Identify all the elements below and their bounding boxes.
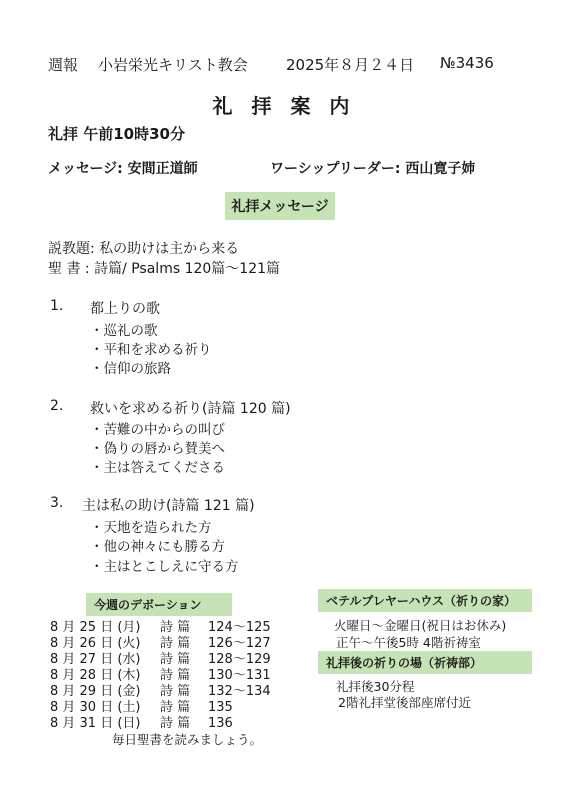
- devotion-date: 8 月 29 日 (金): [50, 684, 141, 699]
- devotion-book: 詩 篇: [160, 684, 191, 699]
- devotion-chapters: 124〜125: [208, 620, 271, 635]
- prayer-house-badge: ベテルプレヤーハウス（祈りの家）: [318, 589, 532, 612]
- outline-number: 2.: [50, 398, 64, 414]
- page-title: 礼 拝 案 内: [212, 94, 356, 118]
- devotion-date: 8 月 27 日 (水): [50, 652, 141, 667]
- devotion-chapters: 136: [208, 716, 233, 731]
- devotion-book: 詩 篇: [160, 716, 191, 731]
- devotion-book: 詩 篇: [160, 620, 191, 635]
- service-time: 礼拝 午前10時30分: [48, 125, 185, 143]
- sermon-theme: 説教題: 私の助けは主から来る: [48, 241, 240, 257]
- prayer-house-hours: 正午〜午後5時 4階祈祷室: [336, 635, 481, 650]
- outline-point: ・偽りの唇から賛美へ: [90, 441, 225, 457]
- devotion-book: 詩 篇: [160, 636, 191, 651]
- devotion-date: 8 月 30 日 (土): [50, 700, 141, 715]
- outline-number: 1.: [50, 298, 64, 314]
- message-by: メッセージ: 安間正道師: [48, 161, 198, 177]
- outline-point: ・平和を求める祈り: [90, 342, 212, 358]
- outline-point: ・天地を造られた方: [90, 520, 212, 536]
- devotion-date: 8 月 28 日 (木): [50, 668, 141, 683]
- devotion-chapters: 126〜127: [208, 636, 271, 651]
- devotion-date: 8 月 31 日 (日): [50, 716, 141, 731]
- devotion-date: 8 月 25 日 (月): [50, 620, 141, 635]
- outline-title: 救いを求める祈り(詩篇 120 篇): [90, 401, 291, 417]
- devotion-chapters: 128〜129: [208, 652, 271, 667]
- devotion-chapters: 132〜134: [208, 684, 271, 699]
- devotion-chapters: 130〜131: [208, 668, 271, 683]
- outline-point: ・苦難の中からの叫び: [90, 422, 225, 438]
- prayer-after-badge: 礼拝後の祈りの場（祈祷部）: [318, 651, 532, 674]
- devotion-row: [50, 712, 233, 731]
- outline-point: ・主はとこしえに守る方: [90, 559, 239, 575]
- worship-leader: ワーシップリーダー: 西山寛子姉: [270, 161, 476, 177]
- outline-number: 3.: [50, 495, 64, 511]
- devotion-book: 詩 篇: [160, 652, 191, 667]
- devotion-note: 毎日聖書を読みましょう。: [112, 732, 263, 747]
- church-name: 小岩栄光キリスト教会: [98, 56, 248, 74]
- outline-point: ・他の神々にも勝る方: [90, 539, 225, 555]
- prayer-after-place: 2階礼拝堂後部座席付近: [338, 695, 471, 710]
- bulletin-label: 週報: [48, 56, 79, 74]
- prayer-after-time: 礼拝後30分程: [336, 679, 415, 694]
- prayer-house-days: 火曜日〜金曜日(祝日はお休み): [334, 618, 507, 633]
- outline-point: ・巡礼の歌: [90, 323, 158, 339]
- outline-title: 主は私の助け(詩篇 121 篇): [82, 498, 255, 514]
- devotion-chapters: 135: [208, 700, 233, 715]
- scripture-reference: 聖 書 : 詩篇/ Psalms 120篇〜121篇: [48, 261, 281, 277]
- issue-number: №3436: [440, 54, 494, 72]
- bulletin-date: 2025年８月２４日: [286, 56, 415, 74]
- devotion-book: 詩 篇: [160, 668, 191, 683]
- devotion-badge: 今週のデボーション: [86, 593, 232, 616]
- sermon-badge: 礼拝メッセージ: [225, 192, 335, 220]
- outline-point: ・主は答えてくださる: [90, 460, 225, 476]
- outline-point: ・信仰の旅路: [90, 361, 171, 377]
- devotion-date: 8 月 26 日 (火): [50, 636, 141, 651]
- devotion-book: 詩 篇: [160, 700, 191, 715]
- outline-title: 都上りの歌: [90, 301, 160, 317]
